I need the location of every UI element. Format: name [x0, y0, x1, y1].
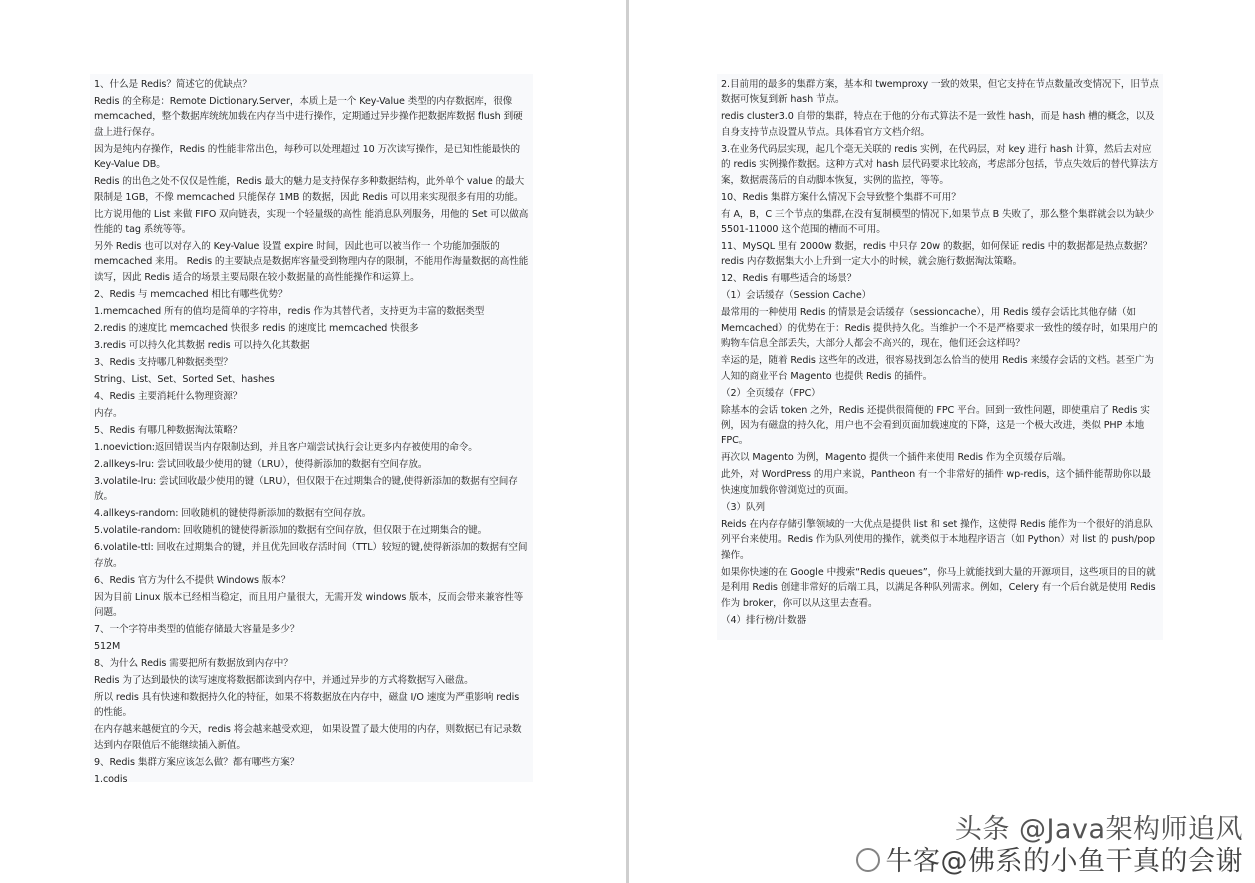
paragraph: Redis 的全称是：Remote Dictionary.Server，本质上是一个 Key-Value 类型的内存数据库，很像 memcached，整个数据库统统加载在内存当中进行操作，定期通过异步操作把数据库数据 flush 到硬盘上进行保存。 [94, 96, 523, 138]
paragraph: Redis 为了达到最快的读写速度将数据都读到内存中，并通过异步的方式将数据写入磁盘。 [94, 675, 474, 687]
list-item: 3.在业务代码层实现，起几个毫无关联的 redis 实例，在代码层，对 key 进行 hash 计算，然后去对应的 redis 实例操作数据。这种方式对 hash 层代码要求比较高，考虑部分包括，节点失效后的替代算法方案，数据震荡后的自动脚本恢复，实例的监控，等等。 [721, 143, 1159, 186]
watermark [856, 814, 1244, 878]
heading-q2: 2、Redis 与 memcached 相比有哪些优势？ [94, 288, 288, 300]
paragraph: 所以 redis 具有快速和数据持久化的特征，如果不将数据放在内存中，磁盘 I/O 速度为严重影响 redis 的性能。 [94, 692, 520, 719]
list-item: 3.volatile-lru: 尝试回收最少使用的键（LRU），但仅限于在过期集合的键,使得新添加的数据有空间存放。 [94, 475, 518, 503]
list-item: 5.volatile-random: 回收随机的键使得新添加的数据有空间存放，但仅限于在过期集合的键。 [94, 525, 488, 537]
paragraph: 内存。 [94, 407, 123, 419]
heading-q12: 12、Redis 有哪些适合的场景？ [721, 273, 857, 285]
paragraph: 比方说用他的 List 来做 FIFO 双向链表，实现一个轻量级的高性 能消息队列服务，用他的 Set 可以做高性能的 tag 系统等等。 [94, 208, 529, 236]
list-item: 3.redis 可以持久化其数据 redis 可以持久化其数据 [94, 339, 310, 351]
list-item: 6.volatile-ttl: 回收在过期集合的键，并且优先回收存活时间（TTL）较短的键,使得新添加的数据有空间存放。 [94, 542, 528, 569]
heading-q1: 1、什么是 Redis？简述它的优缺点？ [94, 79, 252, 90]
subheading: （3）队列 [721, 501, 765, 513]
paragraph: 除基本的会话 token 之外，Redis 还提供很简便的 FPC 平台。回到一致性问题，即使重启了 Redis 实例，因为有磁盘的持久化，用户也不会看到页面加载速度的下降，这是一个极大改进，类似 PHP 本地 FPC。 [721, 404, 1150, 447]
heading-q10: 10、Redis 集群方案什么情况下会导致整个集群不可用？ [721, 191, 961, 203]
heading-q8: 8、为什么 Redis 需要把所有数据放到内存中？ [94, 658, 293, 670]
heading-q9: 9、Redis 集群方案应该怎么做？都有哪些方案？ [94, 756, 300, 768]
document-page-left [0, 0, 626, 883]
subheading: （4）排行榜/计数器 [721, 614, 807, 626]
watermark-line-2 [856, 846, 1244, 878]
nowcoder-logo-icon [856, 848, 880, 872]
paragraph: 另外 Redis 也可以对存入的 Key-Value 设置 expire 时间，因此也可以被当作一 个功能加强版的 memcached 来用。 Redis 的主要缺点是数据库容量受到物理内存的限制，不能用作海量数据的高性能读写，因此 Redis 适合的场景主要局限在较小数据量的高性能操作和运算上。 [94, 241, 529, 283]
paragraph: 512M [94, 641, 121, 653]
paragraph: 因为是纯内存操作，Redis 的性能非常出色，每秒可以处理超过 10 万次读写操作，是已知性能最快的 Key-Value DB。 [94, 143, 520, 171]
paragraph: Redis 的出色之处不仅仅是性能，Redis 最大的魅力是支持保存多种数据结构，此外单个 value 的最大限制是 1GB，不像 memcached 只能保存 1MB 的数据，因此 Redis 可以用来实现很多有用的功能。 [94, 176, 525, 203]
watermark-line-1: 头条 @Java架构师追风 [954, 814, 1243, 845]
heading-q11: 11、MySQL 里有 2000w 数据，redis 中只存 20w 的数据，如何保证 redis 中的数据都是热点数据？redis 内存数据集大小上升到一定大小的时候，就会施行数据淘汰策略。 [721, 241, 1153, 268]
paragraph: 最常用的一种使用 Redis 的情景是会话缓存（sessioncache），用 Redis 缓存会话比其他存储（如 Memcached）的优势在于：Redis 提供持久化。当维护一个不是严格要求一致性的缓存时，如果用户的购物车信息全部丢失，大部分人都会不高兴的，现在，他们还会这样吗？ [721, 307, 1158, 350]
subheading: （2）全页缓存（FPC） [721, 387, 821, 399]
paragraph: 在内存越来越便宜的今天，redis 将会越来越受欢迎， 如果设置了最大使用的内存，则数据已有记录数达到内存限值后不能继续插入新值。 [94, 724, 522, 751]
paragraph: Reids 在内存存储引擎领域的一大优点是提供 list 和 set 操作，这使得 Redis 能作为一个很好的消息队列平台来使用。Redis 作为队列使用的操作，就类似于本地程序语言（如 Python）对 list 的 push/pop 操作。 [721, 518, 1156, 561]
heading-q4: 4、Redis 主要消耗什么物理资源？ [94, 390, 243, 402]
subheading: （1）会话缓存（Session Cache） [721, 290, 872, 302]
paragraph: String、List、Set、Sorted Set、hashes [94, 373, 275, 385]
list-item: 1.noeviction:返回错误当内存限制达到，并且客户端尝试执行会让更多内存被使用的命令。 [94, 441, 478, 453]
list-item: 2.redis 的速度比 memcached 快很多 redis 的速度比 memcached 快很多 [94, 322, 419, 334]
paragraph: 如果你快速的在 Google 中搜索“Redis queues”，你马上就能找到大量的开源项目，这些项目的目的就是利用 Redis 创建非常好的后端工具，以满足各种队列需求。例如，Celery 有一个后台就是使用 Redis 作为 broker，你可以从这里去查看。 [721, 566, 1156, 609]
heading-q3: 3、Redis 支持哪几种数据类型？ [94, 356, 233, 368]
right-text-block [717, 74, 1163, 640]
list-item: 1.codis [94, 773, 128, 785]
heading-q5: 5、Redis 有哪几种数据淘汰策略？ [94, 424, 243, 436]
heading-q7: 7、一个字符串类型的值能存储最大容量是多少？ [94, 624, 300, 636]
paragraph: 幸运的是，随着 Redis 这些年的改进，很容易找到怎么恰当的使用 Redis 来缓存会话的文档。甚至广为人知的商业平台 Magento 也提供 Redis 的插件。 [721, 355, 1154, 382]
paragraph: redis cluster3.0 自带的集群，特点在于他的分布式算法不是一致性 hash，而是 hash 槽的概念，以及自身支持节点设置从节点。具体看官方文档介绍。 [721, 111, 1155, 138]
document-page-right [629, 0, 1255, 883]
paragraph: 有 A，B，C 三个节点的集群,在没有复制模型的情况下,如果节点 B 失败了，那么整个集群就会以为缺少 5501-11000 这个范围的槽而不可用。 [721, 208, 1154, 236]
watermark-line-2-text: 牛客@佛系的小鱼干真的会谢 [885, 846, 1243, 877]
paragraph: 再次以 Magento 为例，Magento 提供一个插件来使用 Redis 作为全页缓存后端。 [721, 452, 1072, 464]
left-text-block [90, 74, 533, 785]
paragraph: 此外，对 WordPress 的用户来说，Pantheon 有一个非常好的插件 wp-redis，这个插件能帮助你以最快速度加载你曾浏览过的页面。 [721, 469, 1151, 496]
heading-q6: 6、Redis 官方为什么不提供 Windows 版本？ [94, 574, 291, 586]
list-item: 2.allkeys-lru: 尝试回收最少使用的键（LRU），使得新添加的数据有空间存放。 [94, 458, 428, 470]
list-item: 1.memcached 所有的值均是简单的字符串，redis 作为其替代者，支持更为丰富的数据类型 [94, 305, 485, 317]
list-item: 4.allkeys-random: 回收随机的键使得新添加的数据有空间存放。 [94, 508, 372, 520]
list-item: 2.目前用的最多的集群方案，基本和 twemproxy 一致的效果，但它支持在节点数量改变情况下，旧节点数据可恢复到新 hash 节点。 [721, 79, 1159, 106]
paragraph: 因为目前 Linux 版本已经相当稳定，而且用户量很大，无需开发 windows 版本，反而会带来兼容性等问题。 [94, 591, 524, 619]
